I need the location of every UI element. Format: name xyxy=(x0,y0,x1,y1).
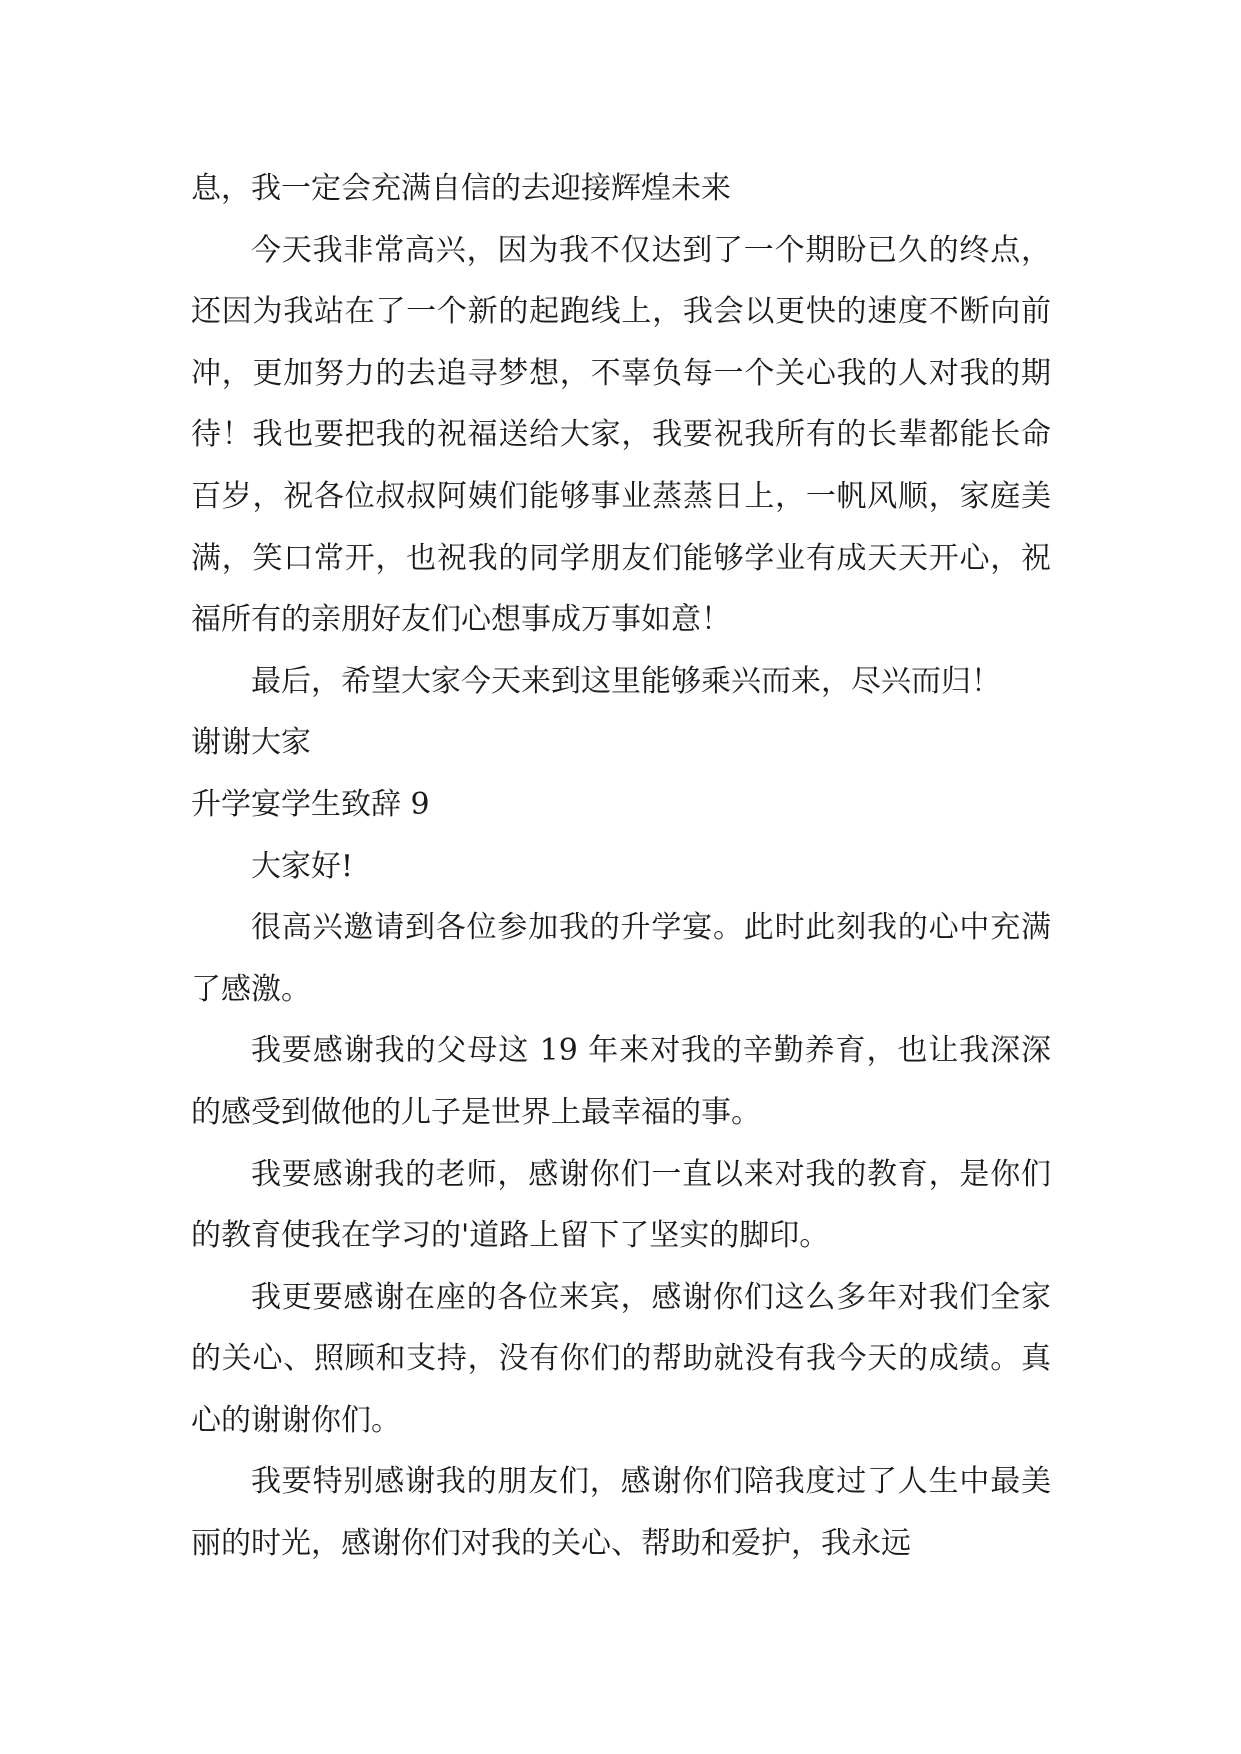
paragraph: 息，我一定会充满自信的去迎接辉煌未来 xyxy=(191,171,731,206)
document-body xyxy=(191,158,1051,1575)
paragraph: 我要特别感谢我的朋友们，感谢你们陪我度过了人生中最美丽的时光，感谢你们对我的关心、帮助和爱护，我永远 xyxy=(191,1464,1051,1562)
paragraph: 今天我非常高兴，因为我不仅达到了一个期盼已久的终点，还因为我站在了一个新的起跑线上，我会以更快的速度不断向前冲，更加努力的去追寻梦想，不辜负每一个关心我的人对我的期待！我也要把我的祝福送给大家，我要祝我所有的长辈都能长命百岁，祝各位叔叔阿姨们能够事业蒸蒸日上，一帆风顺，家庭美满，笑口常开，也祝我的同学朋友们能够学业有成天天开心，祝福所有的亲朋好友们心想事成万事如意！ xyxy=(191,232,1051,638)
paragraph: 最后，希望大家今天来到这里能够乘兴而来，尽兴而归！ xyxy=(251,663,1001,699)
closing-line: 谢谢大家 xyxy=(191,725,311,761)
greeting: 大家好! xyxy=(251,848,354,884)
paragraph: 我更要感谢在座的各位来宾，感谢你们这么多年对我们全家的关心、照顾和支持，没有你们的帮助就没有我今天的成绩。真心的谢谢你们。 xyxy=(191,1279,1051,1438)
paragraph: 我要感谢我的父母这 19 年来对我的辛勤养育，也让我深深的感受到做他的儿子是世界上最幸福的事。 xyxy=(191,1033,1051,1130)
section-heading: 升学宴学生致辞 9 xyxy=(191,786,430,822)
paragraph: 我要感谢我的老师，感谢你们一直以来对我的教育，是你们的教育使我在学习的'道路上留下了坚实的脚印。 xyxy=(191,1156,1051,1254)
paragraph: 很高兴邀请到各位参加我的升学宴。此时此刻我的心中充满了感激。 xyxy=(191,910,1051,1007)
